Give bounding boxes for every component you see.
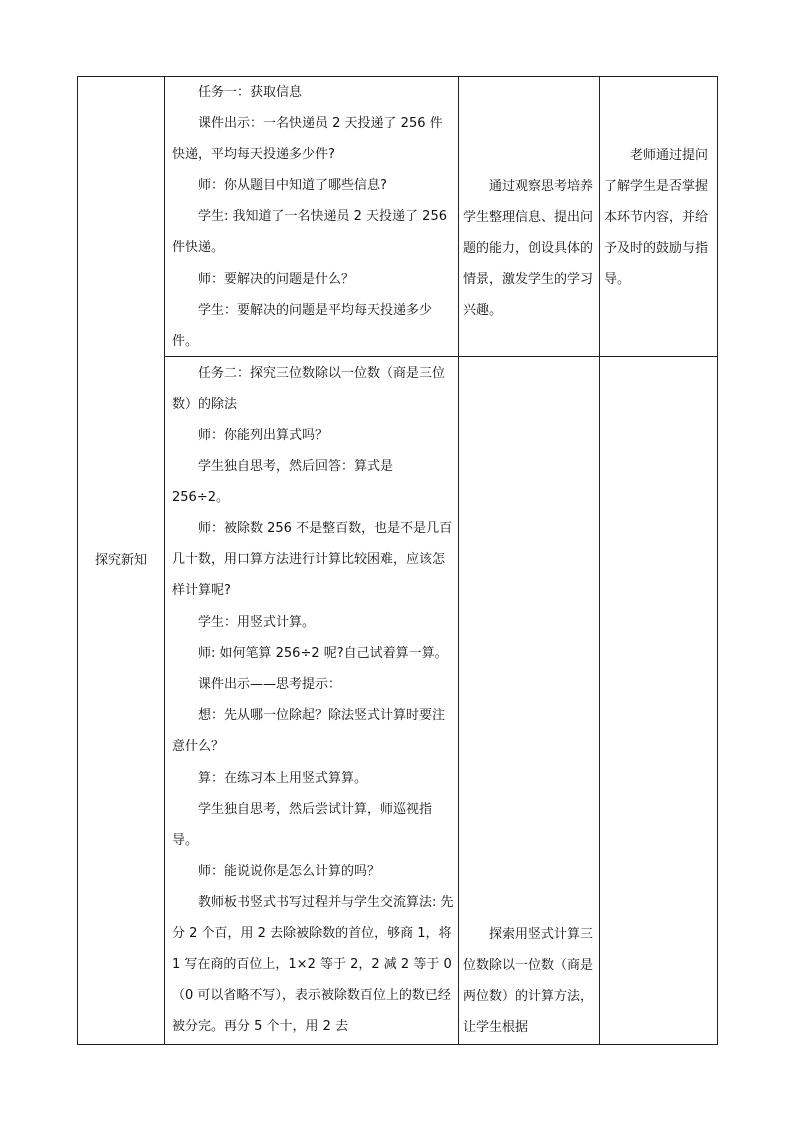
content-paragraph: 学生: 我知道了一名快递员 2 天投递了 256 件快递。 <box>172 209 447 255</box>
content-paragraph: 师：你能列出算式吗？ <box>198 428 329 443</box>
content-paragraph: 师：能说说你是怎么计算的吗？ <box>198 864 381 879</box>
content-paragraph: 任务一：获取信息 <box>198 85 303 100</box>
content-paragraph: 算：在练习本上用竖式算算。 <box>198 771 368 786</box>
content-paragraph: 课件出示：一名快递员 2 天投递了 256 件快递，平均每天投递多少件? <box>172 116 443 162</box>
content-paragraph: 学生独自思考，然后回答：算式是 256÷2。 <box>172 459 394 505</box>
table-bottom-border <box>77 1044 718 1045</box>
design-intent-text: 探索用竖式计算三位数除以一位数（商是两位数）的计算方法，让学生根据 <box>463 927 594 1035</box>
content-paragraph: 学生：要解决的问题是平均每天投递多少件。 <box>172 303 433 349</box>
table-right-border <box>717 76 718 1045</box>
content-paragraph: 师：要解决的问题是什么？ <box>198 272 355 287</box>
content-paragraph: 想：先从哪一位除起？除法竖式计算时要注意什么？ <box>172 708 446 754</box>
content-paragraph: 师：被除数 256 不是整百数，也是不是几百几十数，用口算方法进行计算比较困难，应该怎样计算呢? <box>172 521 453 598</box>
column-divider-3 <box>599 76 600 1045</box>
content-paragraph: 课件出示——思考提示： <box>198 677 342 692</box>
content-paragraph: 学生：用竖式计算。 <box>198 615 316 630</box>
content-paragraph: 任务二：探究三位数除以一位数（商是三位数）的除法 <box>172 366 446 412</box>
content-paragraph: 教师板书竖式书写过程并与学生交流算法: 先分 2 个百，用 2 去除被除数的首位，够商 1，将 1 写在商的百位上，1×2 等于 2，2 减 2 等于 0（0 可以省略不写），表示被除数百位上的数已经被分完。再分 5 个十，用 2 去 <box>172 895 454 1034</box>
design-intent-text: 通过观察思考培养学生整理信息、提出问题的能力，创设具体的情景，激发学生的学习兴趣。 <box>463 179 594 318</box>
column-divider-1 <box>164 76 165 1045</box>
stage-label: 探究新知 <box>94 553 147 568</box>
content-paragraph: 师: 如何笔算 256÷2 呢?自己试着算一算。 <box>198 646 448 661</box>
evaluation-text: 老师通过提问了解学生是否掌握本环节内容，并给予及时的鼓励与指导。 <box>604 148 709 287</box>
content-paragraph: 学生独自思考，然后尝试计算，师巡视指导。 <box>172 802 433 848</box>
content-paragraph: 师：你从题目中知道了哪些信息? <box>198 178 387 193</box>
column-divider-2 <box>458 76 459 1045</box>
